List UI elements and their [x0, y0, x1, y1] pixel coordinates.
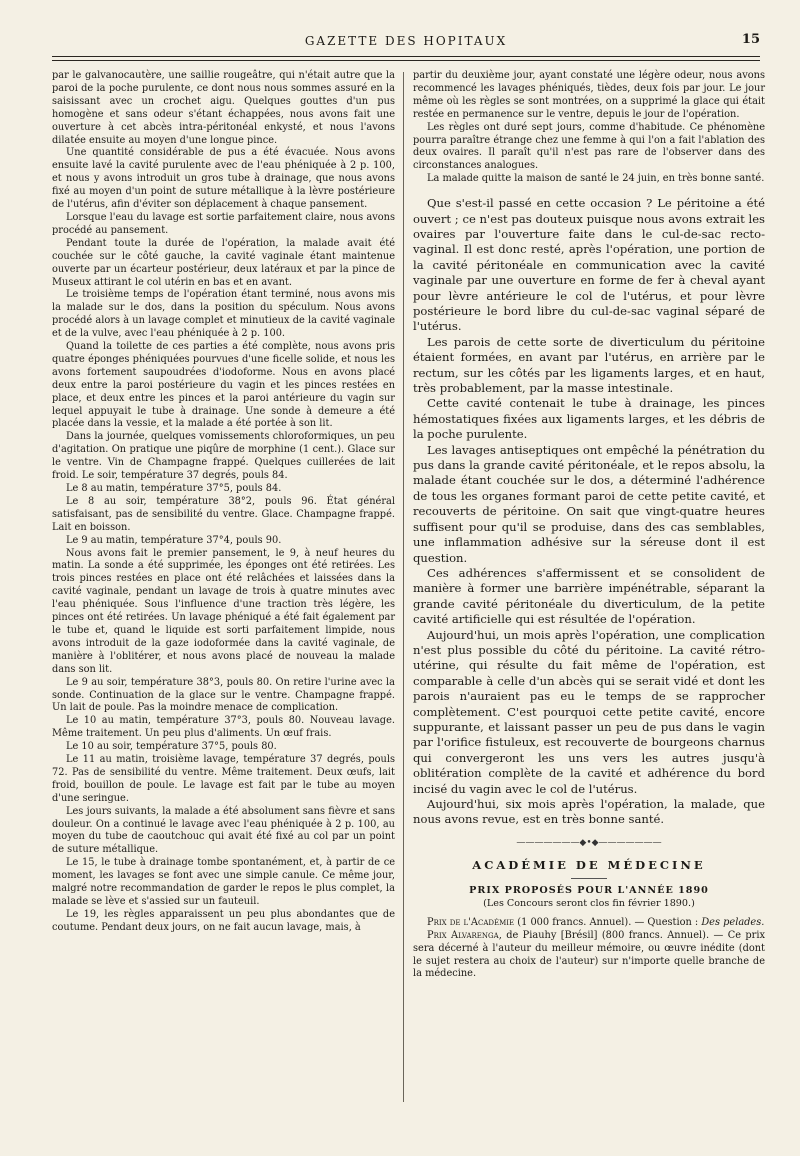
running-title: GAZETTE DES HOPITAUX	[304, 34, 508, 48]
page-header	[52, 30, 760, 70]
prize-question: Des pelades.	[701, 916, 765, 928]
prize-text: , de Piauhy [Brésil] (800 francs. Annuel). — Ce prix sera décerné à l'auteur du meilleur mémoire, ou œuvre inédite (dont le sujet restera au choix de l'auteur) sur n'importe quelle branche de la médecine.	[413, 929, 766, 980]
paragraph: Le 8 au matin, température 37°5, pouls 84.	[66, 483, 282, 494]
paragraph: Le 9 au soir, température 38°3, pouls 80. On retire l'urine avec la sonde. Continuation de la glace sur le ventre. Champagne frappé. Un lait de poule. Pas la moindre menace de complication.	[52, 676, 395, 714]
paragraph: Le troisième temps de l'opération étant terminé, nous avons mis la malade sur le dos, dans la position du spéculum. Nous avons procédé alors à un lavage complet et minutieux de la cavité vaginale et de la vulve, avec l'eau phéniquée à 2 p. 100.	[52, 289, 395, 340]
title-rule	[571, 878, 607, 879]
paragraph: Que s'est-il passé en cette occasion ? Le péritoine a été ouvert ; ce n'est pas douteux puisque nous avons extrait les ovaires par l'ouverture faite dans le cul-de-sac recto-vaginal. Il est donc resté, après l'opération, une portion de la cavité péritonéale en communication avec la cavité vaginale par une ouverture en forme de fer à cheval ayant pour lèvre antérieure le col de l'utérus, et pour lèvre postérieure le bord libre du cul-de-sac vaginal séparé de l'utérus.	[413, 196, 765, 334]
paragraph: Le 19, les règles apparaissent un peu plus abondantes que de coutume. Pendant deux jours, on ne fait aucun lavage, mais, à	[52, 908, 395, 933]
paragraph: Le 15, le tube à drainage tombe spontanément, et, à partir de ce moment, les lavages se font avec une simple canule. Ce même jour, malgré notre recommandation de garder le repos le plus complet, la malade se lève et s'assied sur un fauteuil.	[52, 857, 395, 907]
paragraph: Les jours suivants, la malade a été absolument sans fièvre et sans douleur. On a continué le lavage avec l'eau phéniquée à 2 p. 100, au moyen du tube de caoutchouc qui avait été fixé au col par un point de suture métallique.	[52, 805, 395, 856]
prize-name: Prix Alvarenga	[427, 929, 499, 941]
paragraph: Quand la toilette de ces parties a été complète, nous avons pris quatre éponges phéniquées pourvues d'une ficelle solide, et nous les avons fortement saupoudrées d'iodoforme. Nous en avons placé deux entre la paroi postérieure du vagin et les pinces restées en place, et deux entre les pinces et la paroi antérieure du vagin sur lequel appuyait le tube à drainage. Une sonde à demeure a été placée dans la vessie, et la malade a été portée à son lit.	[52, 341, 395, 430]
paragraph: Pendant toute la durée de l'opération, la malade avait été couchée sur le côté gauche, la cavité vaginale étant maintenue ouverte par un écarteur postérieur, deux latéraux et par la pince de Museux attirant le col utérin en bas et en avant.	[52, 237, 395, 288]
left-column	[52, 70, 395, 935]
column-divider	[403, 72, 404, 1102]
prize-paragraph	[413, 930, 765, 982]
page-number: 15	[741, 32, 760, 47]
paragraph: partir du deuxième jour, ayant constaté une légère odeur, nous avons recommencé les lavages phéniqués, tièdes, deux fois par jour. Le jour même où les règles se sont montrées, on a supprimé la glace qui était restée en permanence sur le ventre, depuis le jour de l'opération.	[413, 70, 765, 120]
section-title: ACADÉMIE DE MÉDECINE	[472, 857, 706, 872]
paragraph: Le 9 au matin, température 37°4, pouls 90.	[66, 534, 282, 546]
paragraph: Les lavages antiseptiques ont empêché la pénétration du pus dans la grande cavité péritonéale, et le repos absolu, la malade étant couchée sur le dos, a déterminé l'adhérence de tous les organes formant paroi de cette petite cavité, et recouverts de péritoine. On sait que vingt-quatre heures suffisent pour qu'il se produise, dans des cas semblables, une inflammation adhésive sur la séreuse dont il est question.	[413, 442, 765, 565]
paragraph: Lorsque l'eau du lavage est sortie parfaitement claire, nous avons procédé au pansement.	[52, 211, 395, 236]
paragraph: Aujourd'hui, un mois après l'opération, une complication n'est plus possible du côté du péritoine. La cavité rétro-utérine, qui résulte du fait même de l'opération, est comparable à celle d'un abcès qui se serait vidé et dont les parois n'auraient pas eu le temps de se rapprocher complètement. C'est pourquoi cette petite cavité, encore suppurante, et laissant passer un peu de pus dans le vagin par l'orifice fistuleux, est recouverte de bourgeons charnus qui convergeront les uns vers les autres jusqu'à oblitération complète de la cavité et adhérence du bord incisé du vagin avec le col de l'utérus.	[413, 627, 765, 796]
prize-paragraph	[413, 917, 765, 930]
header-rule-secondary	[52, 60, 760, 61]
paragraph: Les règles ont duré sept jours, comme d'habitude. Ce phénomène pourra paraître étrange chez une femme à qui l'on a fait l'ablation des deux ovaires. Il paraît qu'il n'est pas rare de l'observer dans des circonstances analogues.	[413, 121, 765, 172]
paragraph: Le 10 au matin, température 37°3, pouls 80. Nouveau lavage. Même traitement. Un peu plus d'aliments. Un œuf frais.	[52, 715, 395, 740]
right-column	[413, 70, 765, 981]
prize-text: (1 000 francs. Annuel). — Question :	[514, 916, 702, 928]
prize-name: Prix de l'Académie	[427, 916, 515, 928]
header-rule	[52, 56, 760, 57]
paragraph: Le 10 au soir, température 37°5, pouls 80.	[66, 741, 277, 753]
paragraph: Cette cavité contenait le tube à drainage, les pinces hémostatiques fixées aux ligaments larges, et les débris de la poche purulente.	[413, 396, 765, 442]
paragraph: Aujourd'hui, six mois après l'opération, la malade, que nous avons revue, est en très bonne santé.	[413, 797, 765, 827]
paragraph: Le 8 au soir, température 38°2, pouls 96. État général satisfaisant, pas de sensibilité du ventre. Glace. Champagne frappé. Lait en boisson.	[52, 495, 395, 533]
paragraph: Dans la journée, quelques vomissements chloroformiques, un peu d'agitation. On pratique une piqûre de morphine (1 cent.). Glace sur le ventre. Vin de Champagne frappé. Quelques cuillerées de lait froid. Le soir, température 37 degrés, pouls 84.	[52, 431, 395, 482]
paragraph: Une quantité considérable de pus a été évacuée. Nous avons ensuite lavé la cavité purulente avec de l'eau phéniquée à 2 p. 100, et nous y avons introduit un gros tube à drainage, que nous avons fixé au moyen d'un point de suture métallique à la lèvre postérieure de l'utérus, afin d'éviter son déplacement à chaque pansement.	[52, 147, 395, 211]
paragraph: Le 11 au matin, troisième lavage, température 37 degrés, pouls 72. Pas de sensibilité du ventre. Même traitement. Deux œufs, lait froid, bouillon de poule. Le lavage est fait par le tube au moyen d'une seringue.	[52, 754, 395, 804]
paragraph: La malade quitte la maison de santé le 24 juin, en très bonne santé.	[427, 173, 765, 185]
paragraph: par le galvanocautère, une saillie rougeâtre, qui n'était autre que la paroi de la poche purulente, ce dont nous nous sommes assuré en la saisissant avec un crochet aigu. Quelques gouttes d'un pus homogène et sans odeur s'étant échappées, nous avons fait une ouverture à cet abcès intra-péritonéal enkysté, et nous l'avons dilatée ensuite au moyen d'une longue pince.	[52, 70, 395, 146]
paragraph: Les parois de cette sorte de diverticulum du péritoine étaient formées, en avant par l'utérus, en arrière par le rectum, sur les côtés par les ligaments larges, et en haut, très probablement, par la masse intestinale.	[413, 334, 765, 396]
subsection-title: PRIX PROPOSÉS POUR L'ANNÉE 1890	[469, 884, 709, 896]
contest-note: (Les Concours seront clos fin février 1890.)	[483, 897, 695, 909]
spacer	[413, 186, 765, 196]
paragraph: Ces adhérences s'affermissent et se consolident de manière à former une barrière impénétrable, séparant la grande cavité péritonéale du diverticulum, de la petite cavité artificielle qui est résultée de l'opération.	[413, 565, 765, 627]
ornament-divider: ———————◆•◆———————	[516, 837, 662, 848]
paragraph: Nous avons fait le premier pansement, le 9, à neuf heures du matin. La sonde a été supprimée, les éponges ont été retirées. Les trois pinces restées en place ont été relâchées et laissées dans la cavité vaginale, pendant un lavage de trois à quatre minutes avec l'eau phéniquée. Sous l'influence d'une traction très légère, les pinces ont été retirées. Un lavage phéniqué a été fait également par le tube et, quand le liquide est sorti parfaitement limpide, nous avons introduit de la gaze iodoformée dans la cavité vaginale, de manière à l'oblitérer, et nous avons placé de nouveau la malade dans son lit.	[52, 547, 395, 675]
